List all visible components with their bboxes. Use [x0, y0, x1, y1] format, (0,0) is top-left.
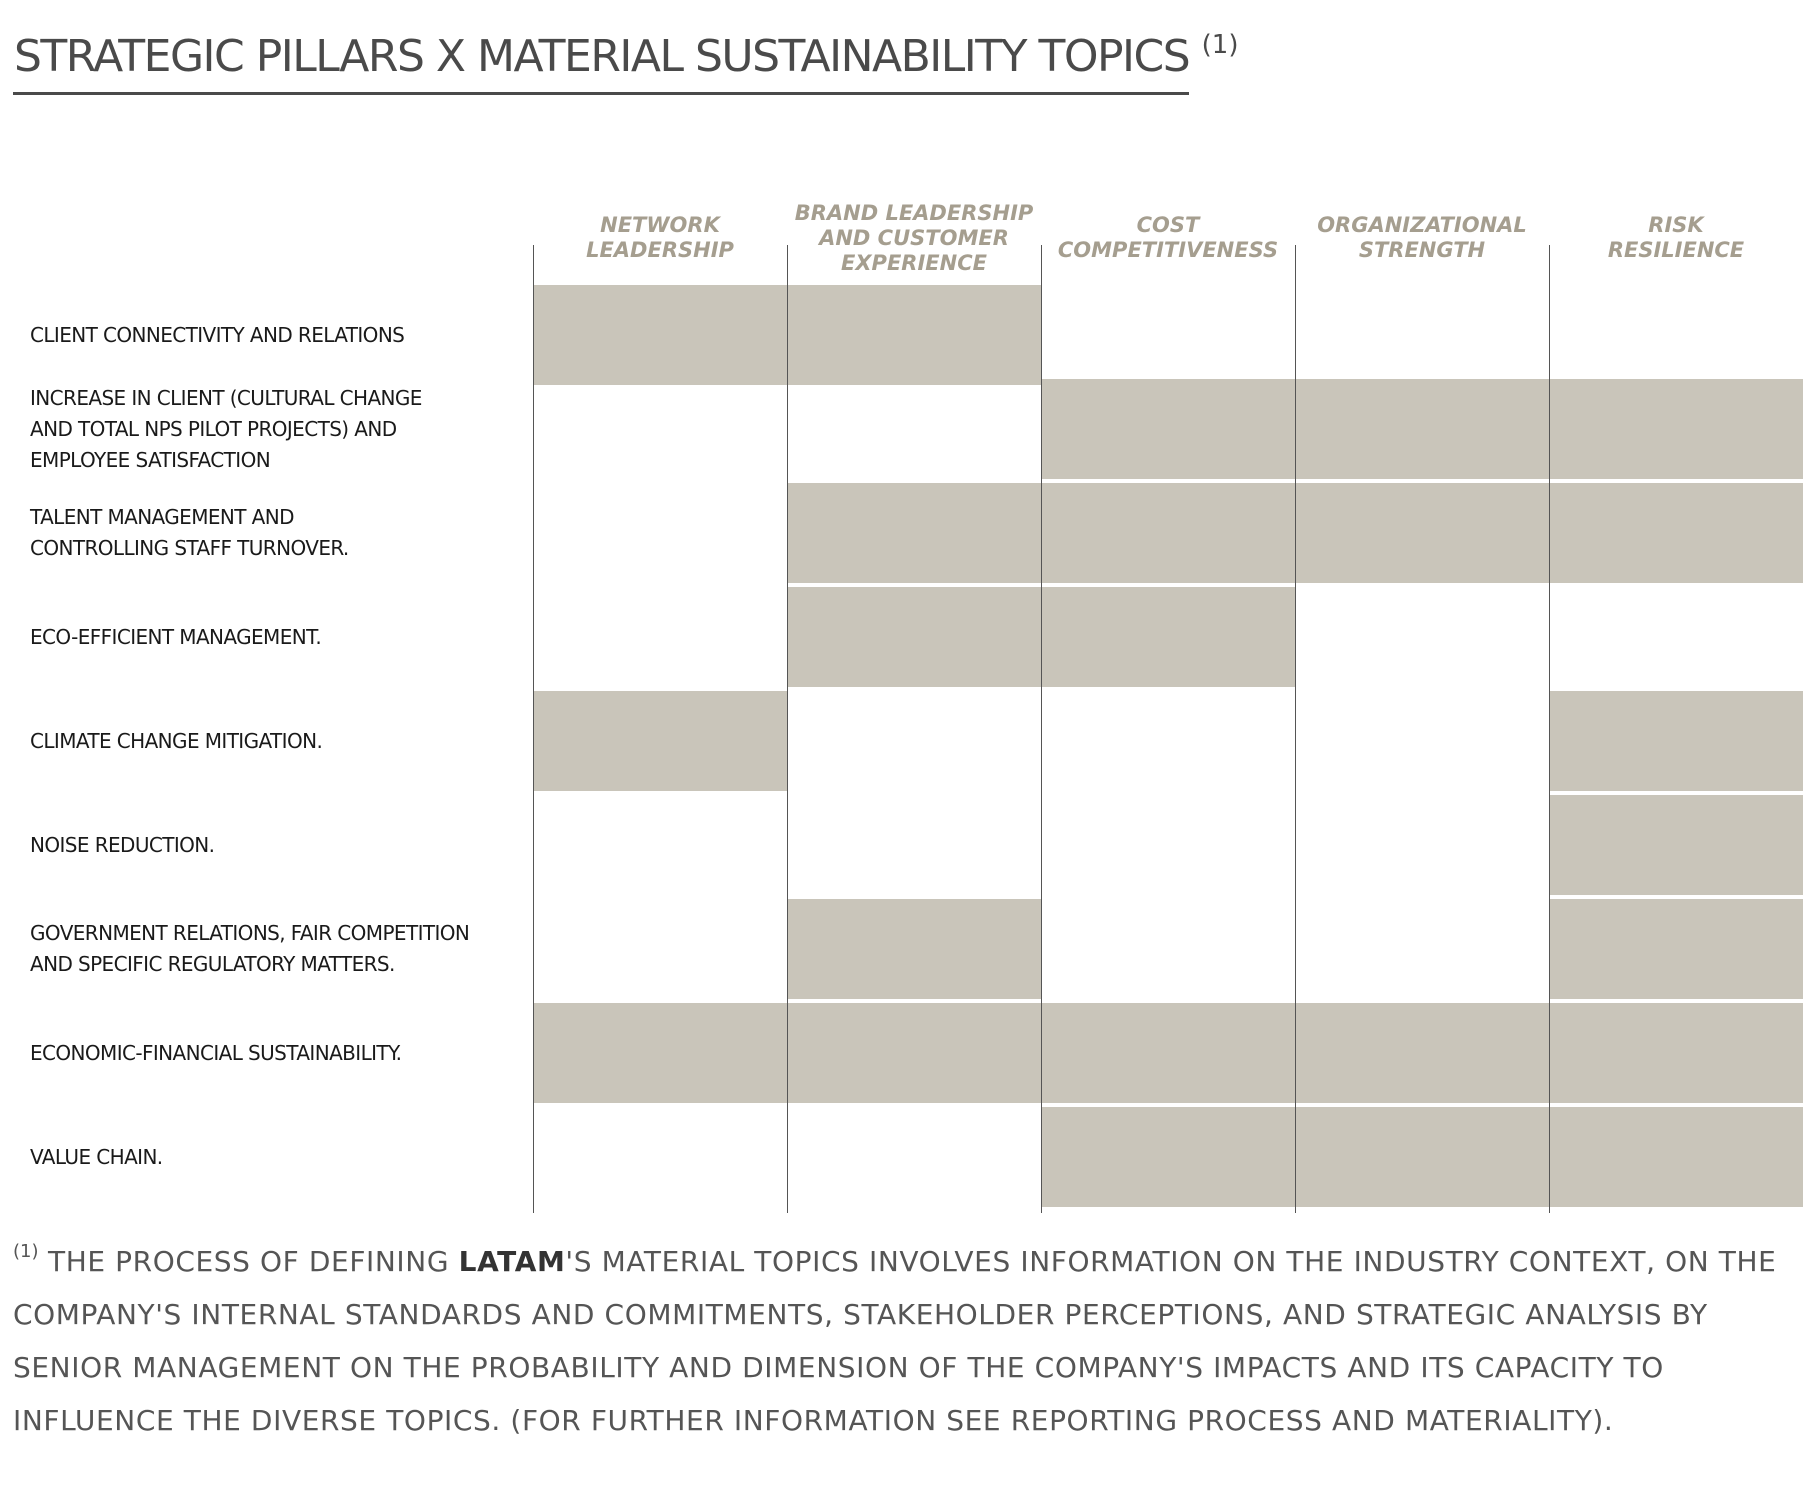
column-divider [1041, 245, 1042, 1213]
matrix-cell-filled [787, 587, 1041, 687]
column-divider [1295, 245, 1296, 1213]
column-header: COST COMPETITIVENESS [1057, 213, 1279, 262]
matrix-cell-filled [1041, 379, 1295, 479]
matrix-cell-filled [1549, 1107, 1803, 1207]
matrix-cell-filled [1549, 691, 1803, 791]
column-header: RISK RESILIENCE [1607, 213, 1745, 262]
page-title-text: STRATEGIC PILLARS X MATERIAL SUSTAINABILITY TOPICS [14, 31, 1190, 82]
matrix-cell-filled [1295, 1003, 1549, 1103]
matrix-cell-filled [1295, 1107, 1549, 1207]
column-header: ORGANIZATIONAL STRENGTH [1317, 213, 1527, 262]
matrix-cell-filled [787, 483, 1041, 583]
matrix-cell-filled [787, 899, 1041, 999]
footnote-text-rest: 'S MATERIAL TOPICS INVOLVES INFORMATION ON THE INDUSTRY CONTEXT, ON THE COMPANY'S INTERNAL STANDARDS AND COMMITMENTS, STAKEHOLDER PERCEPTIONS, AND STRATEGIC ANALYSIS BY SENIOR MANAGEMENT ON THE PROBABILITY AND DIMENSION OF THE COMPANY'S IMPACTS AND ITS CAPACITY TO INFLUENCE THE DIVERSE TOPICS. (FOR FURTHER INFORMATION SEE REPORTING PROCESS AND MATERIALITY). [13, 1245, 1777, 1437]
row-label: TALENT MANAGEMENT AND CONTROLLING STAFF TURNOVER. [30, 505, 349, 560]
matrix-cell-filled [1549, 899, 1803, 999]
footnote-marker: (1) [13, 1241, 39, 1262]
row-label: ECO-EFFICIENT MANAGEMENT. [30, 624, 322, 649]
column-header: BRAND LEADERSHIP AND CUSTOMER EXPERIENCE [794, 200, 1034, 275]
row-label: VALUE CHAIN. [30, 1144, 163, 1169]
row-label: NOISE REDUCTION. [30, 832, 215, 857]
matrix-cell-filled [787, 285, 1041, 385]
row-label: ECONOMIC-FINANCIAL SUSTAINABILITY. [30, 1040, 402, 1065]
matrix-cell-filled [533, 1003, 787, 1103]
matrix-cell-filled [1041, 1107, 1295, 1207]
matrix-cell-filled [1041, 1003, 1295, 1103]
title-note-marker: (1) [1201, 30, 1239, 60]
matrix-cell-filled [533, 691, 787, 791]
matrix-cell-filled [1295, 379, 1549, 479]
matrix-cell-filled [1549, 795, 1803, 895]
column-divider [787, 245, 788, 1213]
footnote [13, 1225, 1803, 1447]
matrix-cell-filled [1549, 379, 1803, 479]
matrix-cell-filled [1549, 1003, 1803, 1103]
footnote-text-start: THE PROCESS OF DEFINING [38, 1245, 459, 1278]
matrix-cell-filled [1295, 483, 1549, 583]
matrix-cell-filled [1041, 483, 1295, 583]
matrix-cell-filled [1041, 587, 1295, 687]
column-divider [1549, 245, 1550, 1213]
footnote-company-name: LATAM [458, 1245, 566, 1278]
matrix-cell-filled [1549, 483, 1803, 583]
matrix-cell-filled [533, 285, 787, 385]
row-label: GOVERNMENT RELATIONS, FAIR COMPETITION AND SPECIFIC REGULATORY MATTERS. [30, 921, 470, 976]
row-label: CLIENT CONNECTIVITY AND RELATIONS [30, 322, 405, 347]
matrix-cell-filled [787, 1003, 1041, 1103]
row-label: INCREASE IN CLIENT (CULTURAL CHANGE AND TOTAL NPS PILOT PROJECTS) AND EMPLOYEE SATISFACTION [30, 385, 422, 472]
column-header: NETWORK LEADERSHIP [586, 213, 734, 262]
column-divider [533, 245, 534, 1213]
row-label: CLIMATE CHANGE MITIGATION. [30, 728, 323, 753]
